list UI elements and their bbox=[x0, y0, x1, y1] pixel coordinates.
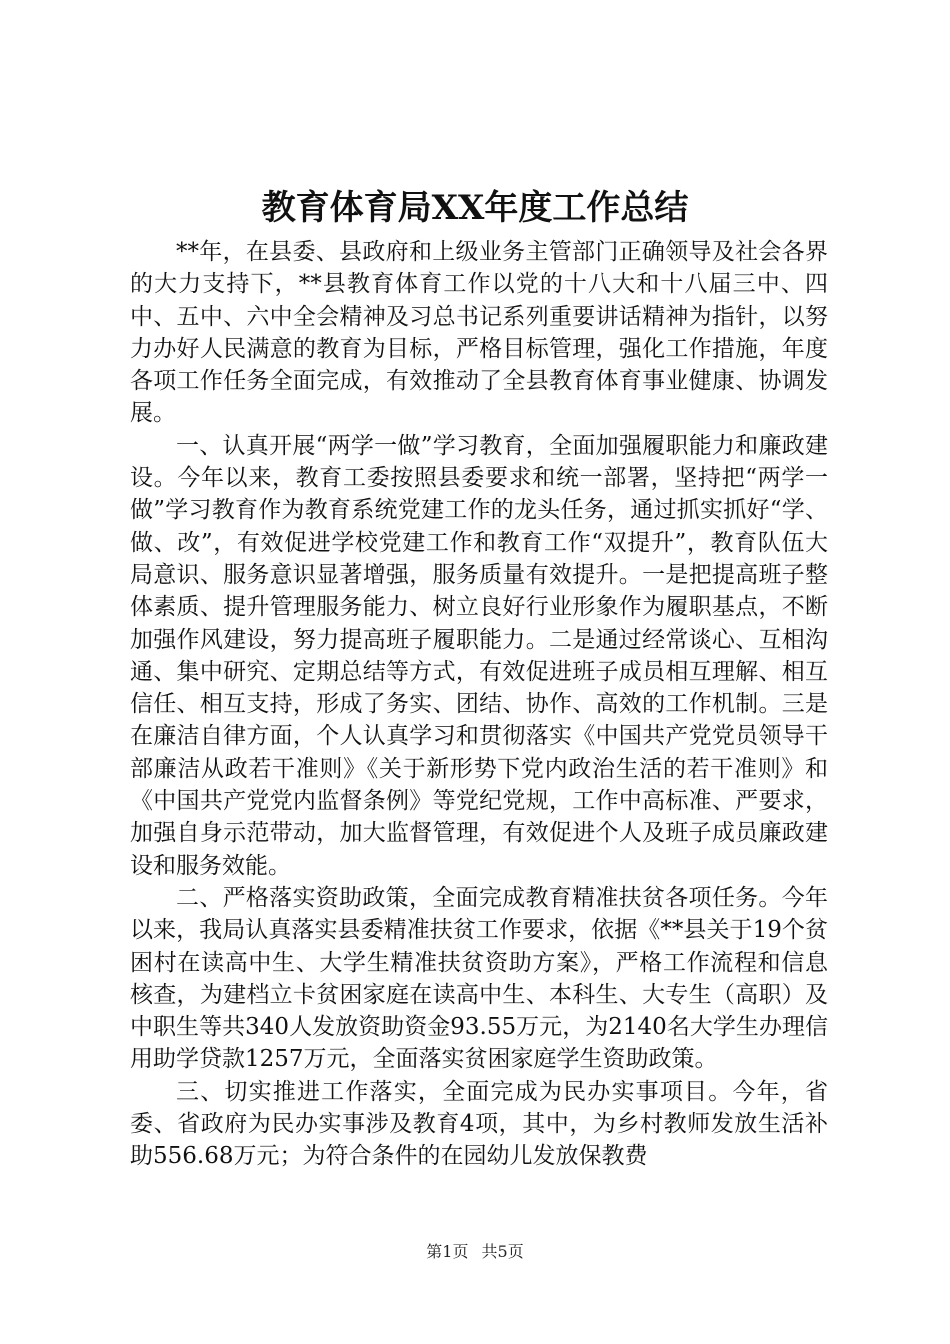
document-body bbox=[130, 236, 828, 1173]
paragraph-section-1: 一、认真开展“两学一做”学习教育，全面加强履职能力和廉政建设。今年以来，教育工委按照县委要求和统一部署，坚持把“两学一做”学习教育作为教育系统党建工作的龙头任务，通过抓实抓好“学、做、改”，有效促进学校党建工作和教育工作“双提升”，教育队伍大局意识、服务意识显著增强，服务质量有效提升。一是把提高班子整体素质、提升管理服务能力、树立良好行业形象作为履职基点，不断加强作风建设，努力提高班子履职能力。二是通过经常谈心、互相沟通、集中研究、定期总结等方式，有效促进班子成员相互理解、相互信任、相互支持，形成了务实、团结、协作、高效的工作机制。三是在廉洁自律方面，个人认真学习和贯彻落实《中国共产党党员领导干部廉洁从政若干准则》《关于新形势下党内政治生活的若干准则》和《中国共产党党内监督条例》等党纪党规，工作中高标准、严要求，加强自身示范带动，加大监督管理，有效促进个人及班子成员廉政建设和服务效能。 bbox=[130, 432, 828, 879]
document-title: 教育体育局XX年度工作总结 bbox=[261, 188, 689, 228]
page-total: 共5页 bbox=[481, 1242, 524, 1261]
paragraph-intro: **年，在县委、县政府和上级业务主管部门正确领导及社会各界的大力支持下，**县教育体育工作以党的十八大和十八届三中、四中、五中、六中全会精神及习总书记系列重要讲话精神为指针，以努力办好人民满意的教育为目标，严格目标管理，强化工作措施，年度各项工作任务全面完成，有效推动了全县教育体育事业健康、协调发展。 bbox=[130, 239, 828, 427]
page-number: 第1页 bbox=[426, 1242, 469, 1261]
paragraph-section-3: 三、切实推进工作落实，全面完成为民办实事项目。今年，省委、省政府为民办实事涉及教育4项，其中，为乡村教师发放生活补助556.68万元；为符合条件的在园幼儿发放保教费 bbox=[130, 1078, 828, 1170]
page-footer bbox=[0, 1240, 950, 1264]
paragraph-section-2: 二、严格落实资助政策，全面完成教育精准扶贫各项任务。今年以来，我局认真落实县委精准扶贫工作要求，依据《**县关于19个贫困村在读高中生、大学生精准扶贫资助方案》，严格工作流程和信息核查，为建档立卡贫困家庭在读高中生、本科生、大专生（高职）及中职生等共340人发放资助资金93.55万元，为2140名大学生办理信用助学贷款1257万元，全面落实贫困家庭学生资助政策。 bbox=[130, 884, 828, 1073]
